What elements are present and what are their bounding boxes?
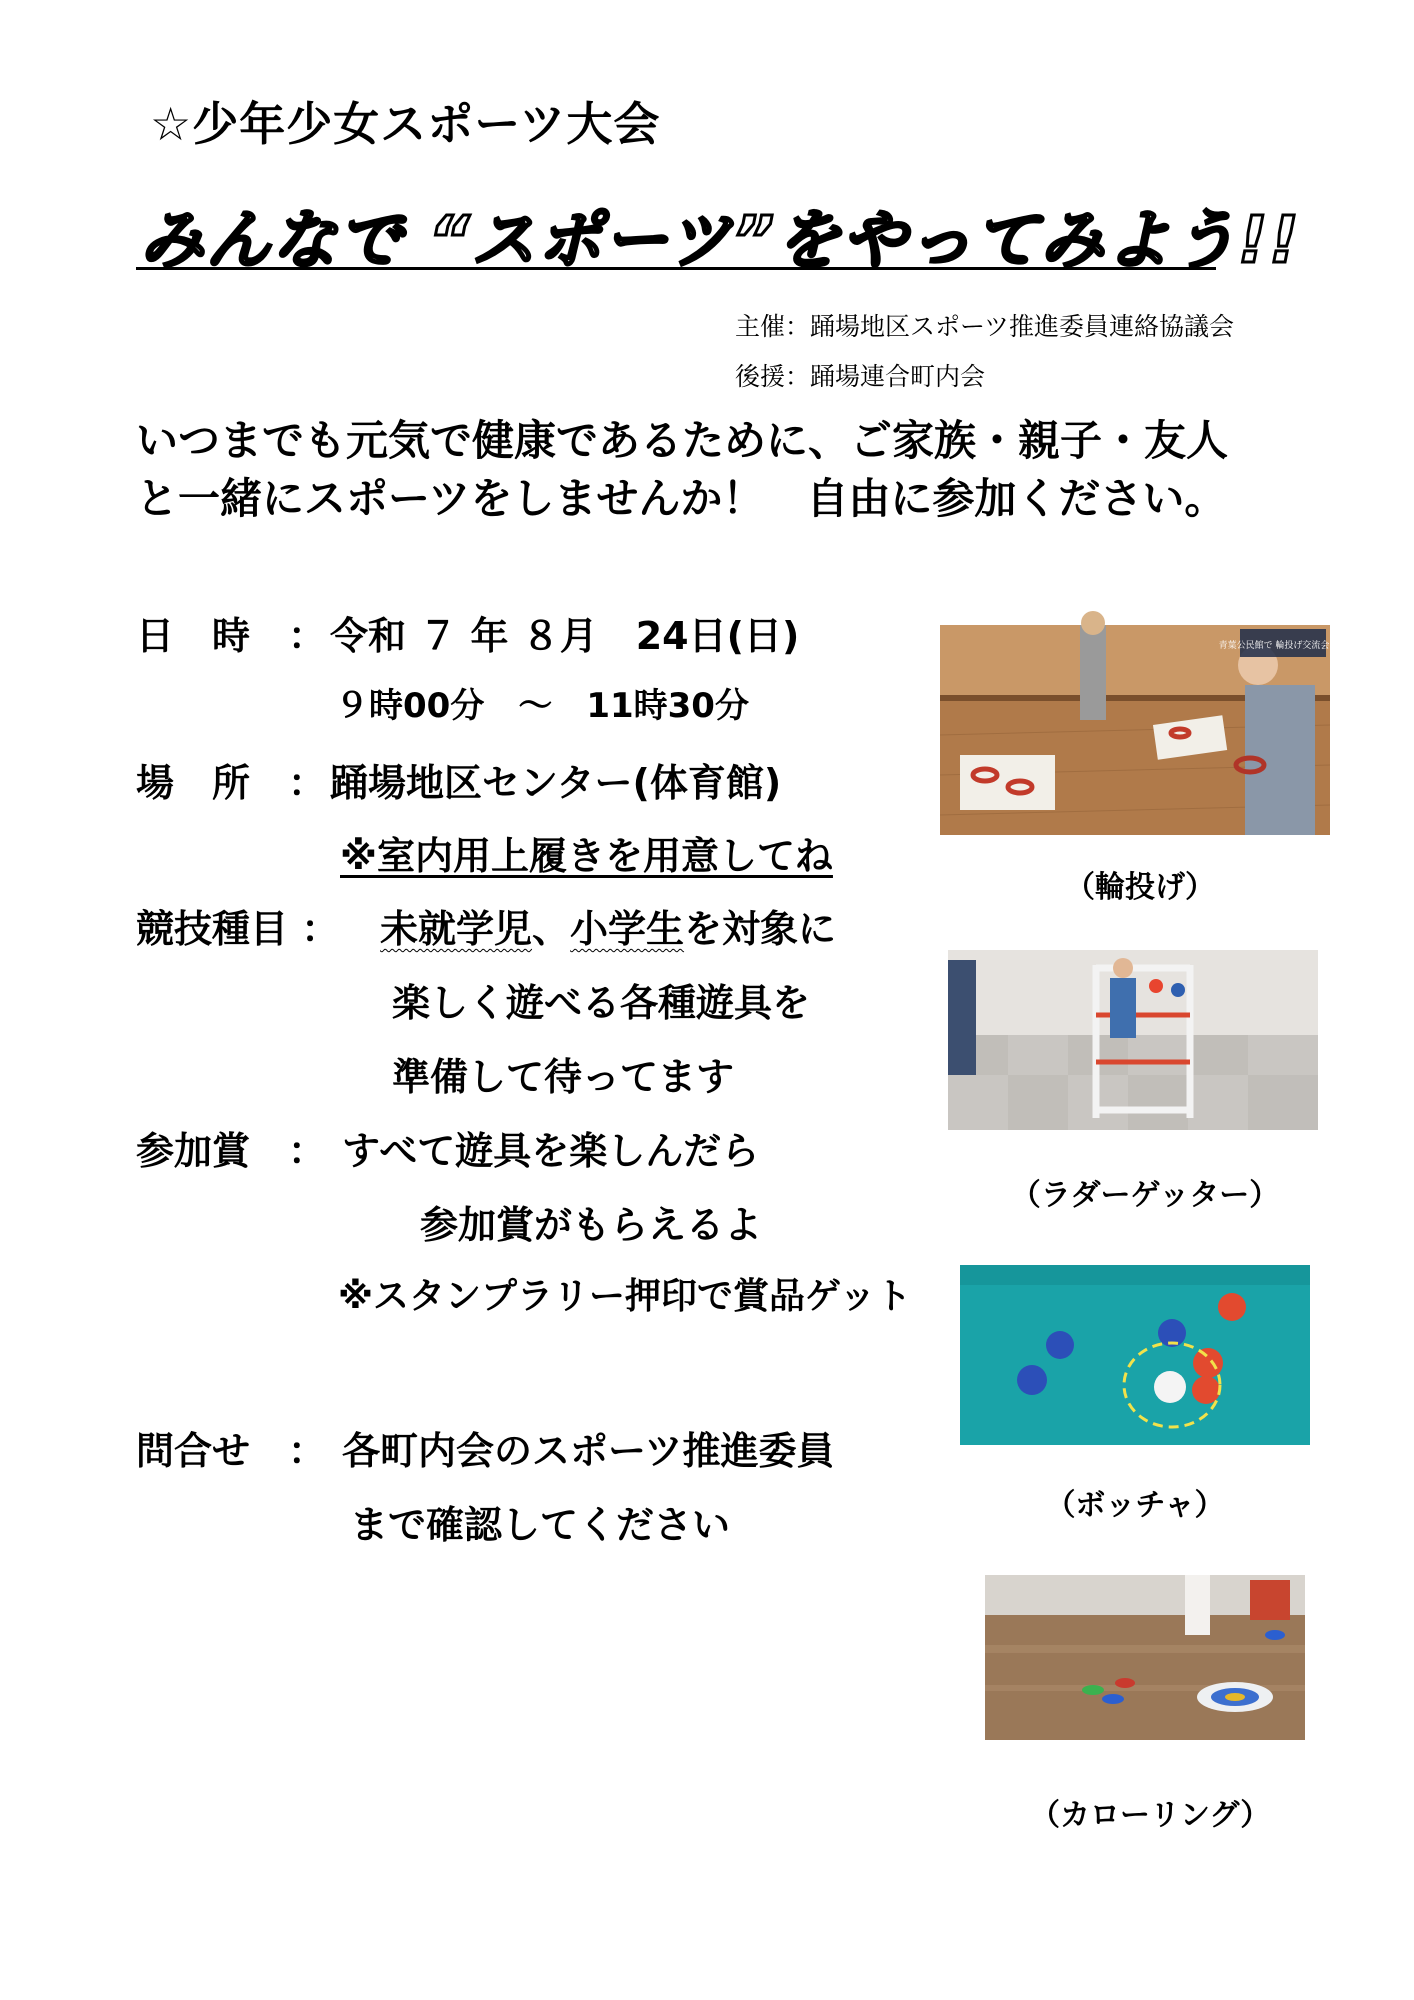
headline: みんなで “スポーツ”をやってみよう!! bbox=[140, 204, 1301, 278]
headline-banner bbox=[136, 185, 1301, 278]
intro-line-1: いつまでも元気で健康であるために、ご家族・親子・友人 bbox=[136, 416, 1229, 465]
photo-ladder-getter bbox=[948, 950, 1318, 1130]
contact-label: 問合せ ： bbox=[136, 1429, 327, 1473]
venue-note: ※室内用上履きを用意してね bbox=[340, 834, 833, 878]
caption-ring-toss: （輪投げ） bbox=[1065, 870, 1215, 905]
venue-label: 場 所 ： bbox=[136, 761, 327, 805]
events-line-2: 楽しく遊べる各種遊具を bbox=[392, 981, 811, 1025]
caption-boccia: （ボッチャ） bbox=[1045, 1488, 1225, 1523]
venue-value: 踊場地区センター(体育館) bbox=[330, 761, 782, 805]
schedule-date: 令和 ７ 年 ８月 24日(日) bbox=[330, 614, 800, 658]
photo-boccia bbox=[960, 1265, 1310, 1445]
schedule-time: ９時00分 ～ 11時30分 bbox=[335, 686, 749, 726]
intro-text bbox=[136, 412, 1286, 528]
caption-curling: （カローリング） bbox=[1030, 1798, 1271, 1833]
schedule-label: 日 時 ： bbox=[136, 614, 327, 658]
organizer-support: 後援：踊場連合町内会 bbox=[735, 362, 986, 391]
prize-line-2: 参加賞がもらえるよ bbox=[420, 1203, 763, 1247]
prize-label: 参加賞 ： bbox=[136, 1129, 327, 1173]
contact-line-1: 各町内会のスポーツ推進委員 bbox=[342, 1429, 835, 1473]
caption-ladder-getter: （ラダーゲッター） bbox=[1010, 1178, 1280, 1213]
events-line-3: 準備して待ってます bbox=[392, 1055, 735, 1099]
photo-overlay-text: 青葉公民館で 輪投げ交流会開催 bbox=[1218, 641, 1348, 651]
events-line-1 bbox=[380, 898, 836, 953]
prize-line-1: すべて遊具を楽しんだら bbox=[342, 1129, 760, 1173]
photo-curling bbox=[985, 1575, 1305, 1740]
contact-line-2: まで確認してください bbox=[350, 1503, 731, 1547]
target-elementary: 小学生 bbox=[570, 907, 685, 951]
organizer-host: 主催：踊場地区スポーツ推進委員連絡協議会 bbox=[735, 312, 1235, 341]
target-preschool: 未就学児 bbox=[380, 907, 533, 951]
events-line-1-rest: を対象に bbox=[684, 907, 837, 951]
target-separator: 、 bbox=[532, 907, 571, 951]
prize-note: ※スタンプラリー押印で賞品ゲット bbox=[338, 1276, 912, 1317]
event-title: ☆少年少女スポーツ大会 bbox=[150, 97, 661, 151]
photo-ring-toss bbox=[940, 625, 1348, 835]
events-label: 競技種目 ： bbox=[136, 907, 340, 951]
intro-line-2: と一緒にスポーツをしませんか！ 自由に参加ください。 bbox=[136, 474, 1227, 523]
